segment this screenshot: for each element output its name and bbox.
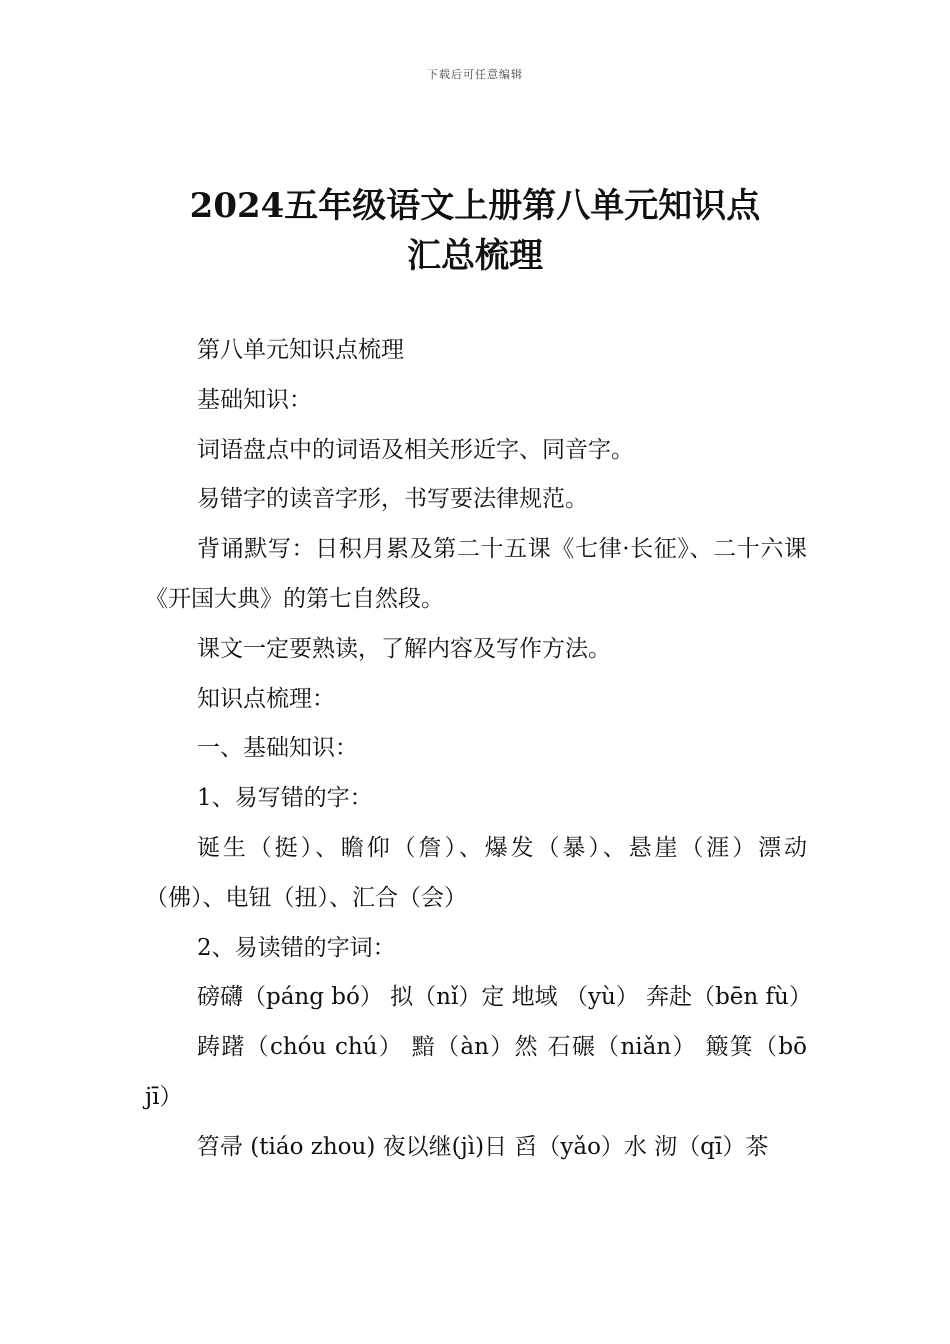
header-note: 下载后可任意编辑	[427, 68, 523, 81]
document-title-line-2: 汇总梳理	[407, 236, 543, 276]
paragraph: 一、基础知识：	[197, 735, 358, 762]
paragraph: 诞生（挺）、瞻仰（詹）、爆发（暴）、悬崖（涯）漂动（佛）、电钮（扭）、汇合（会）	[145, 834, 807, 911]
paragraph: 课文一定要熟读，了解内容及写作方法。	[197, 635, 611, 662]
paragraph: 踌躇（chóu chú） 黯（àn）然 石碾（niǎn） 簸箕（bō jī）	[145, 1034, 807, 1110]
paragraph: 1、易写错的字：	[197, 785, 373, 812]
paragraph: 背诵默写：日积月累及第二十五课《七律·长征》、二十六课《开国大典》的第七自然段。	[145, 536, 807, 612]
paragraph: 知识点梳理：	[197, 685, 335, 712]
section-heading: 第八单元知识点梳理	[197, 337, 404, 363]
paragraph: 易错字的读音字形，书写要法律规范。	[197, 486, 588, 513]
document-body	[145, 326, 812, 1173]
paragraph: 2、易读错的字词：	[197, 934, 396, 961]
paragraph: 磅礴（páng bó） 拟（nǐ）定 地域 （yù） 奔赴（bēn fù）	[197, 984, 812, 1011]
paragraph: 笤帚 (tiáo zhou) 夜以继(jì)日 舀（yǎo）水 沏（qī）茶	[197, 1133, 769, 1160]
paragraph: 基础知识：	[197, 386, 312, 413]
paragraph: 词语盘点中的词语及相关形近字、同音字。	[197, 436, 634, 463]
document-title-line-1: 2024五年级语文上册第八单元知识点	[189, 186, 761, 226]
